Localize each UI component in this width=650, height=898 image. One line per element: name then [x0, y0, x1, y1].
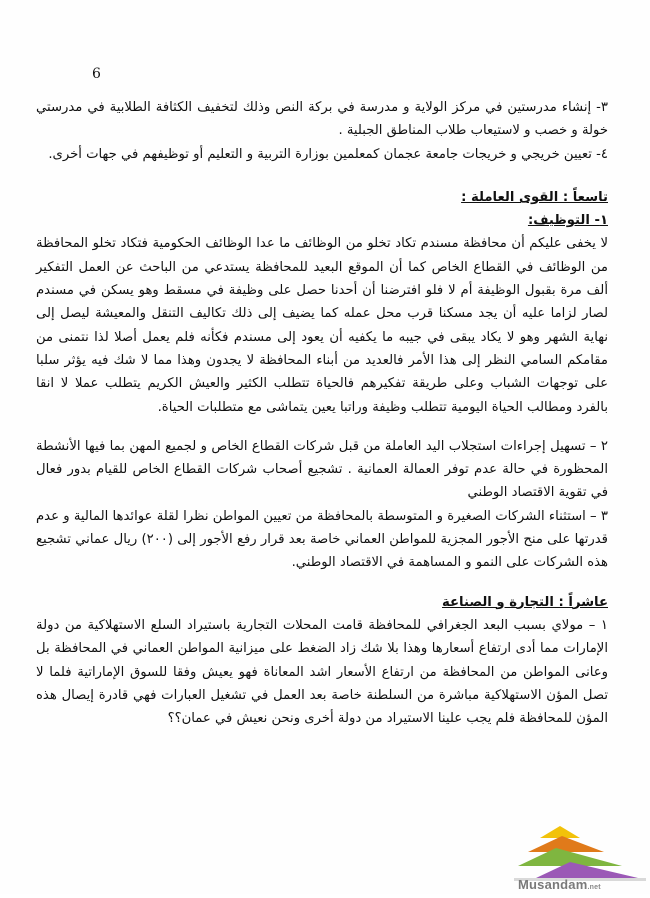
employment-paragraph: لا يخفى عليكم أن محافظة مسندم تكاد تخلو من الوظائف ما عدا الوظائف الحكومية فتكاد تخلو المحافظة من الوظائف في القطاع الخاص كما أن الموقع البعيد للمحافظة يستدعي من الباحث عن العمل التفكير ألف مرة بقبول الوظيفة أم لا فلو افترضنا أن أحدنا حصل على وظيفة في مسقط وهو يسكن في مسندم لصار لزاما عليه أن يجد مسكنا قرب محل عمله كما يضيف إلى ذلك تكاليف التنقل والمعيشة ليصل إلى نهاية الشهر وهو لا يكاد يبقى في جيبه ما يكفيه أن يعود إلى مسندم فكأنه فلم يعمل أصلا لذا نتمنى من مقامكم السامي النظر إلى هذا الأمر فالعديد من أبناء المحافظة لا يجدون وهذا مما لا شك فيه يؤثر سلبا على توجهات الشباب وعلى طريقة تفكيرهم فالحياة تتطلب الكثير والعيش الكريم يتطلب عملا لا انقا بالفرد ومطالب الحياة اليومية تتطلب وظيفة وراتبا يعين يتماشى مع متطلبات الحياة. [36, 236, 608, 415]
prev-item-3: ٣- إنشاء مدرستين في مركز الولاية و مدرسة في بركة النص وذلك لتخفيف الكثافة الطلابية في مدرستي خولة و خصب و لاستيعاب طلاب المناطق الجبلية . [36, 100, 608, 139]
trade-item-1: ١ – مولاي بسبب البعد الجغرافي للمحافظة قامت المحلات التجارية باستيراد السلع الاستهلاكية من دولة الإمارات مما أدى ارتفاع أسعارها وهذا بلا شك زاد الضغط على ميزانية المواطن العماني في المحافظة بل وعانى المواطن من المحافظة من ارتفاع الأسعار اشد المعاناة فهو يعيش وفقا للسوق الإماراتية فلما لا تصل المؤن الاستهلاكية مباشرة من السلطنة خاصة بعد العمل في تشغيل العبارات فهي قادرة إيصال هذه المؤن للمحافظة فلم يجب علينا الاستيراد من دولة أخرى ونحن نعيش في عمان؟؟ [36, 617, 608, 727]
document-body [36, 96, 608, 730]
workforce-item-3: ٣ – استثناء الشركات الصغيرة و المتوسطة بالمحافظة من تعيين المواطن نظرا لقلة عوائدها المالية و عدم قدرتها على منح الأجور المجزية للمواطن العماني خاصة بعد قرار رفع الأجور إلى (٢٠٠) ريال عماني تشجيع هذه الشركات على النمو و المساهمة في الاقتصاد الوطني. [36, 508, 608, 571]
logo-text [518, 877, 601, 892]
workforce-item-2: ٢ – تسهيل إجراءات استجلاب اليد العاملة من قبل شركات القطاع الخاص و لجميع المهن بما فيها الأنشطة المحظورة في حالة عدم توفر العمالة العمانية . تشجيع أصحاب شركات القطاع الخاص للقيام بدور فعال في تقوية الاقتصاد الوطني [36, 438, 608, 501]
musandam-logo [510, 822, 650, 894]
section-ten-title: عاشراً : التجارة و الصناعة [442, 594, 608, 610]
prev-item-4: ٤- تعيين خريجي و خريجات جامعة عجمان كمعلمين بوزارة التربية و التعليم أو توظيفهم في جهات أخرى. [48, 146, 608, 162]
logo-wordmark: Musandam [518, 877, 588, 892]
section-nine-title: تاسعاً : القوى العاملة : [461, 189, 608, 205]
logo-suffix: .net [587, 884, 601, 891]
page-number: 6 [92, 66, 101, 82]
employment-subtitle: ١- التوظيف: [527, 213, 608, 229]
